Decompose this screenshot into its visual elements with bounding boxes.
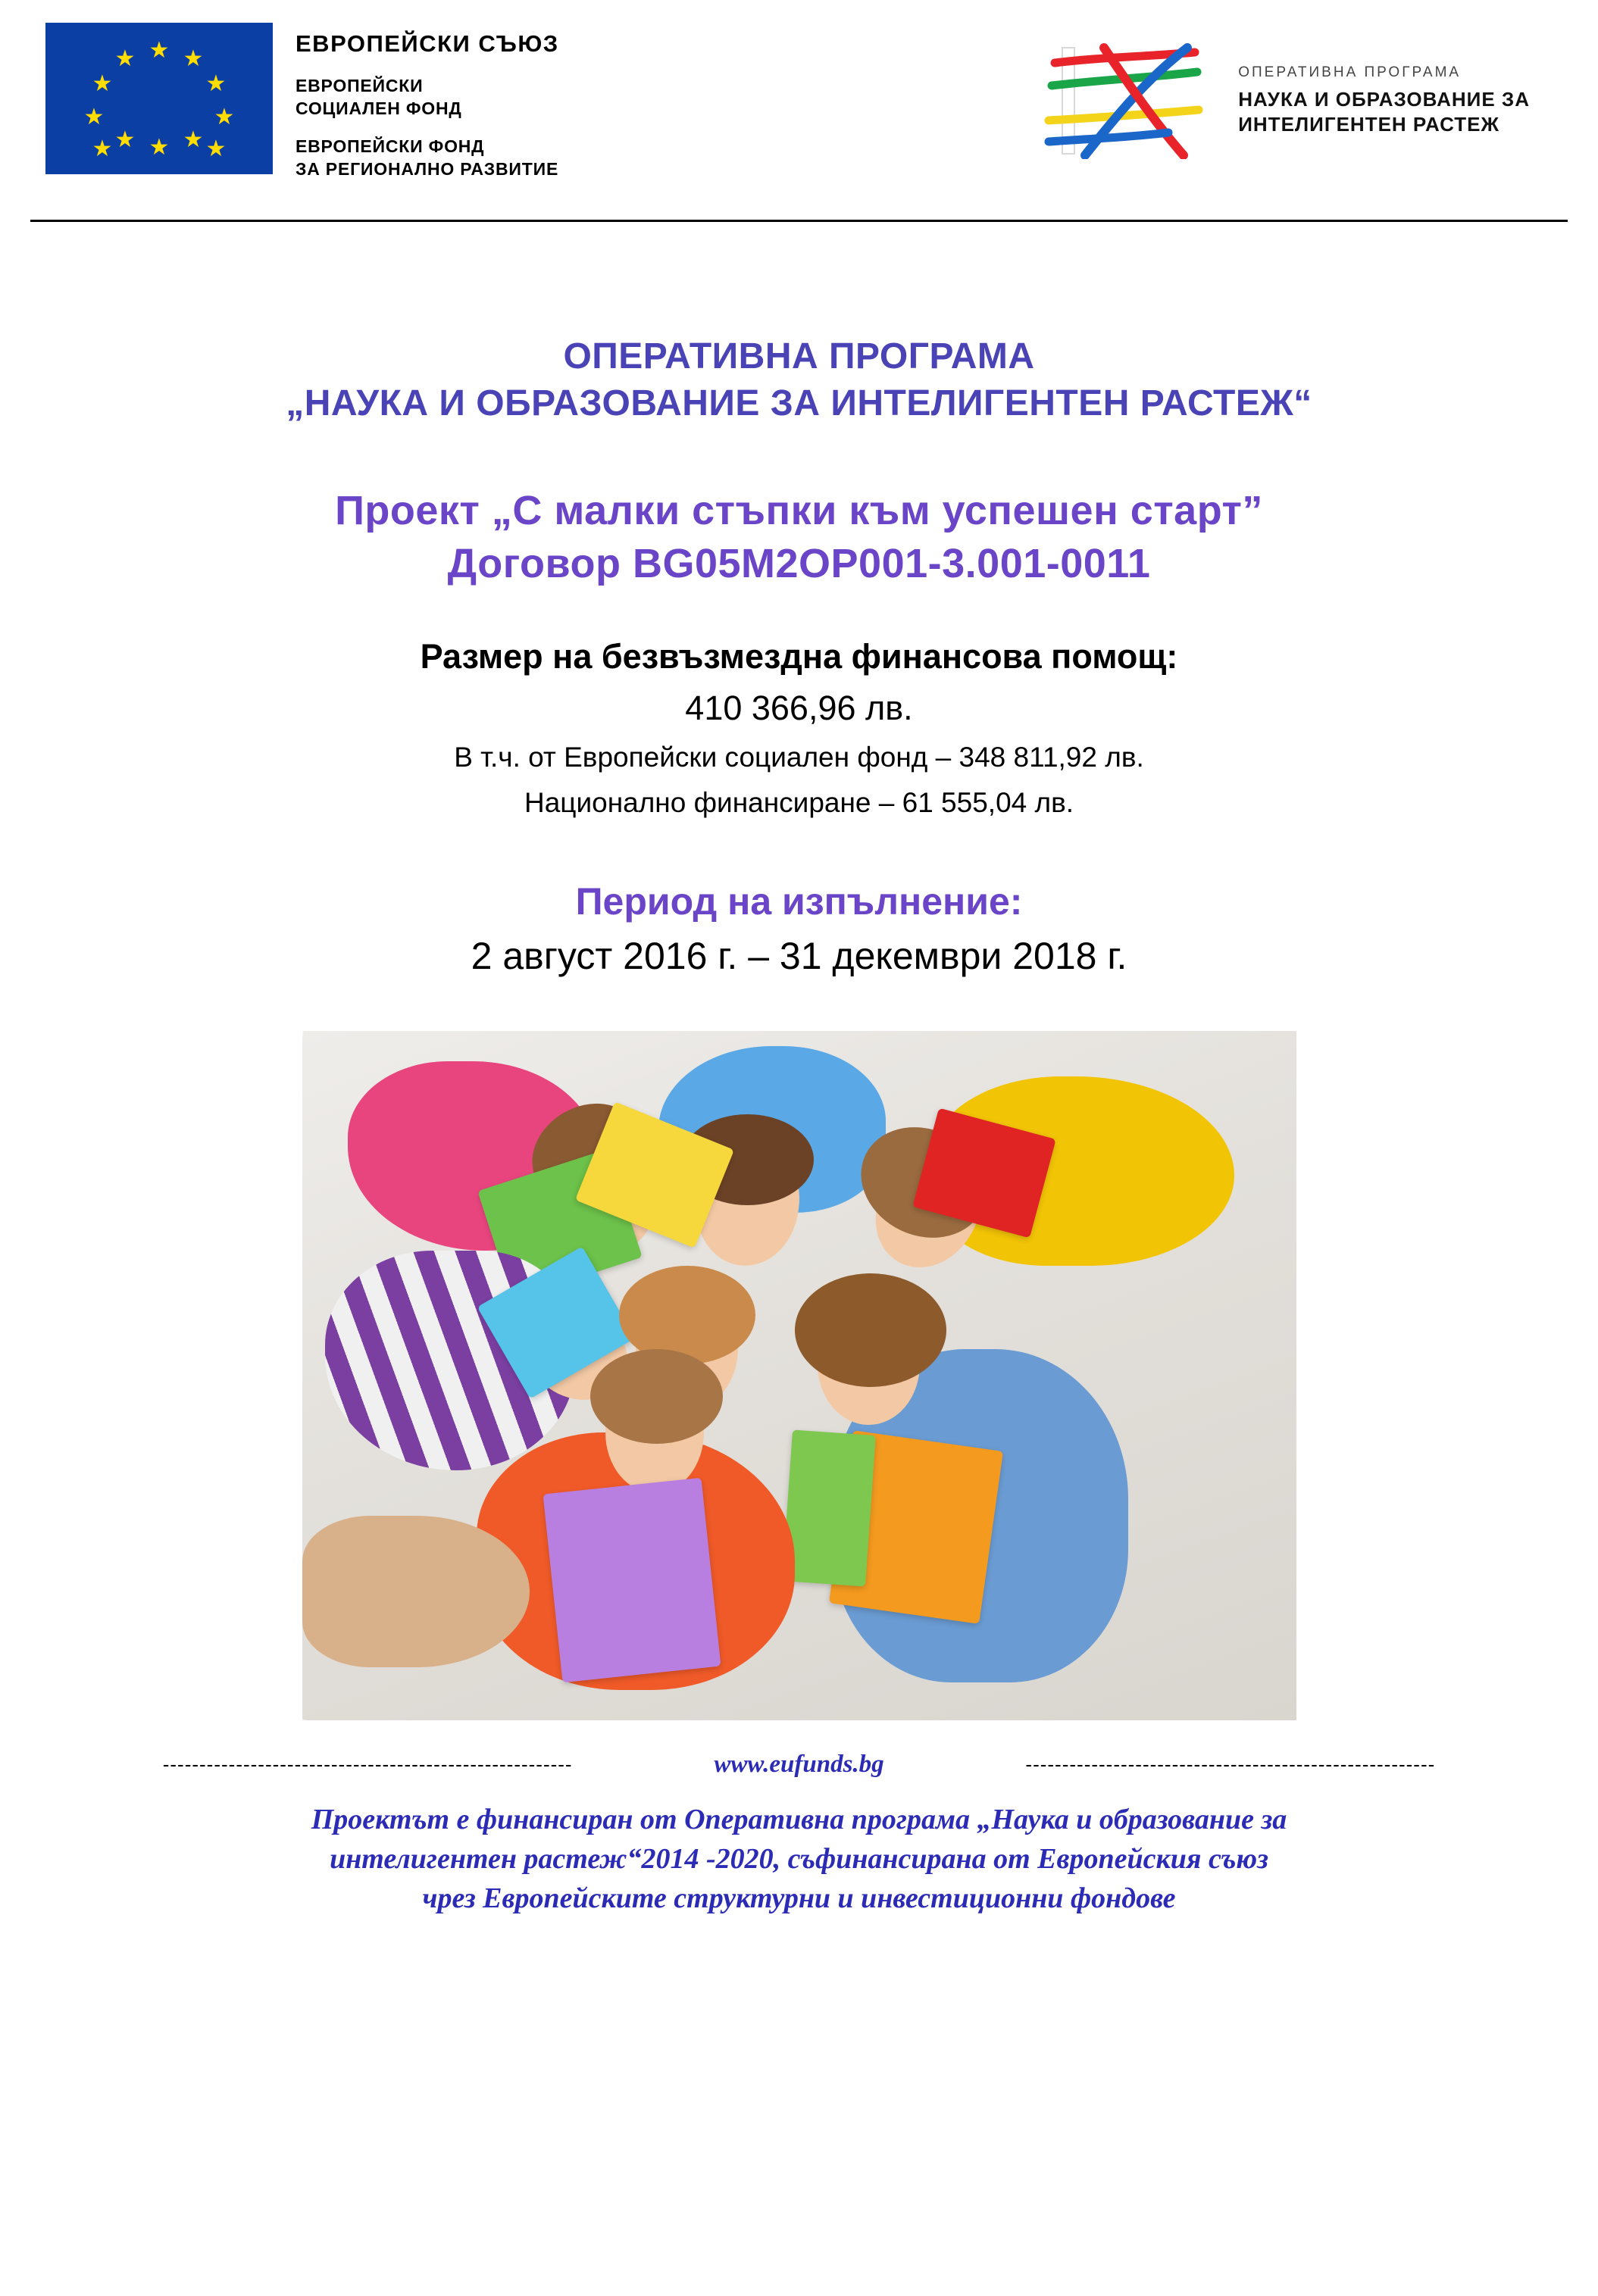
eu-esf-line1: ЕВРОПЕЙСКИ [296,76,424,95]
website-line [0,1751,1598,1779]
eu-star-icon: ★ [205,71,227,96]
program-title-line2: „НАУКА И ОБРАЗОВАНИЕ ЗА ИНТЕЛИГЕНТЕН РАСТЕЖ“ [286,383,1312,423]
document-footer [0,1751,1598,1918]
program-title-line1: ОПЕРАТИВНА ПРОГРАМА [563,336,1035,376]
funding-disclaimer-line3: чрез Европейските структурни и инвестиционни фондове [422,1882,1176,1914]
child-hair [619,1266,755,1364]
eu-star-icon: ★ [92,71,113,96]
footer-dashes-right: -------------------------------------------------------- [1025,1753,1436,1776]
funding-disclaimer-line2: интелигентен растеж“2014 -2020, съфинансирана от Европейския съюз [330,1843,1268,1875]
eu-star-icon: ★ [214,105,235,130]
eu-flag-icon [45,23,273,174]
child-figure [302,1516,530,1667]
eu-erdf-label [296,135,559,180]
eu-star-icon: ★ [149,135,170,160]
eu-esf-line2: СОЦИАЛЕН ФОНД [296,98,462,118]
document-body [0,220,1598,1720]
grant-esf-amount: В т.ч. от Европейски социален фонд – 348 811,92 лв. [454,742,1144,773]
project-name: Проект „С малки стъпки към успешен старт” [335,488,1263,533]
header-divider [30,220,1568,222]
eu-erdf-line1: ЕВРОПЕЙСКИ ФОНД [296,136,485,156]
footer-dashes-left: -------------------------------------------------------- [162,1753,573,1776]
document-header [0,0,1598,220]
funding-disclaimer-line1: Проектът е финансиран от Оперативна програма „Наука и образование за [311,1804,1287,1835]
children-photo [302,1031,1296,1720]
op-logo-big-label [1238,87,1530,137]
eufunds-link[interactable]: www.eufunds.bg [714,1751,884,1778]
op-logo-text [1238,64,1530,137]
header-logos-row [45,23,1553,195]
eu-esf-label [296,74,559,120]
program-title [0,333,1598,427]
eu-star-icon: ★ [114,46,136,71]
period-value: 2 август 2016 г. – 31 декември 2018 г. [471,935,1127,977]
grant-label: Размер на безвъзмездна финансова помощ: [420,637,1178,676]
eu-star-icon: ★ [183,46,204,71]
op-logo-svg [1032,42,1221,159]
eu-star-icon: ★ [149,38,170,63]
period-label: Период на изпълнение: [575,880,1023,923]
eu-emblem-block [45,23,559,195]
grant-national-amount: Национално финансиране – 61 555,04 лв. [524,787,1074,818]
op-logo-small-label: ОПЕРАТИВНА ПРОГРАМА [1238,64,1462,80]
eu-erdf-line2: ЗА РЕГИОНАЛНО РАЗВИТИЕ [296,159,559,179]
child-hair [590,1349,723,1444]
child-hair [795,1273,946,1387]
eu-star-icon: ★ [92,136,113,161]
notebook [543,1478,721,1683]
op-logo-big-line2: ИНТЕЛИГЕНТЕН РАСТЕЖ [1238,112,1499,136]
eu-star-icon: ★ [83,105,105,130]
grant-amount: 410 366,96 лв. [685,689,913,727]
eu-emblem-text [296,23,559,195]
funding-disclaimer [0,1800,1598,1918]
contract-number: Договор BG05M2OP001-3.001-0011 [447,541,1151,586]
op-program-logo-icon [1032,42,1221,159]
eu-title: ЕВРОПЕЙСКИ СЪЮЗ [296,30,559,57]
eu-star-icon: ★ [205,136,227,161]
eu-star-icon: ★ [183,127,204,152]
notebook [782,1429,876,1586]
op-logo-big-line1: НАУКА И ОБРАЗОВАНИЕ ЗА [1238,87,1530,111]
eu-star-icon: ★ [114,127,136,152]
project-title [0,484,1598,590]
op-logo-block [1032,42,1530,159]
